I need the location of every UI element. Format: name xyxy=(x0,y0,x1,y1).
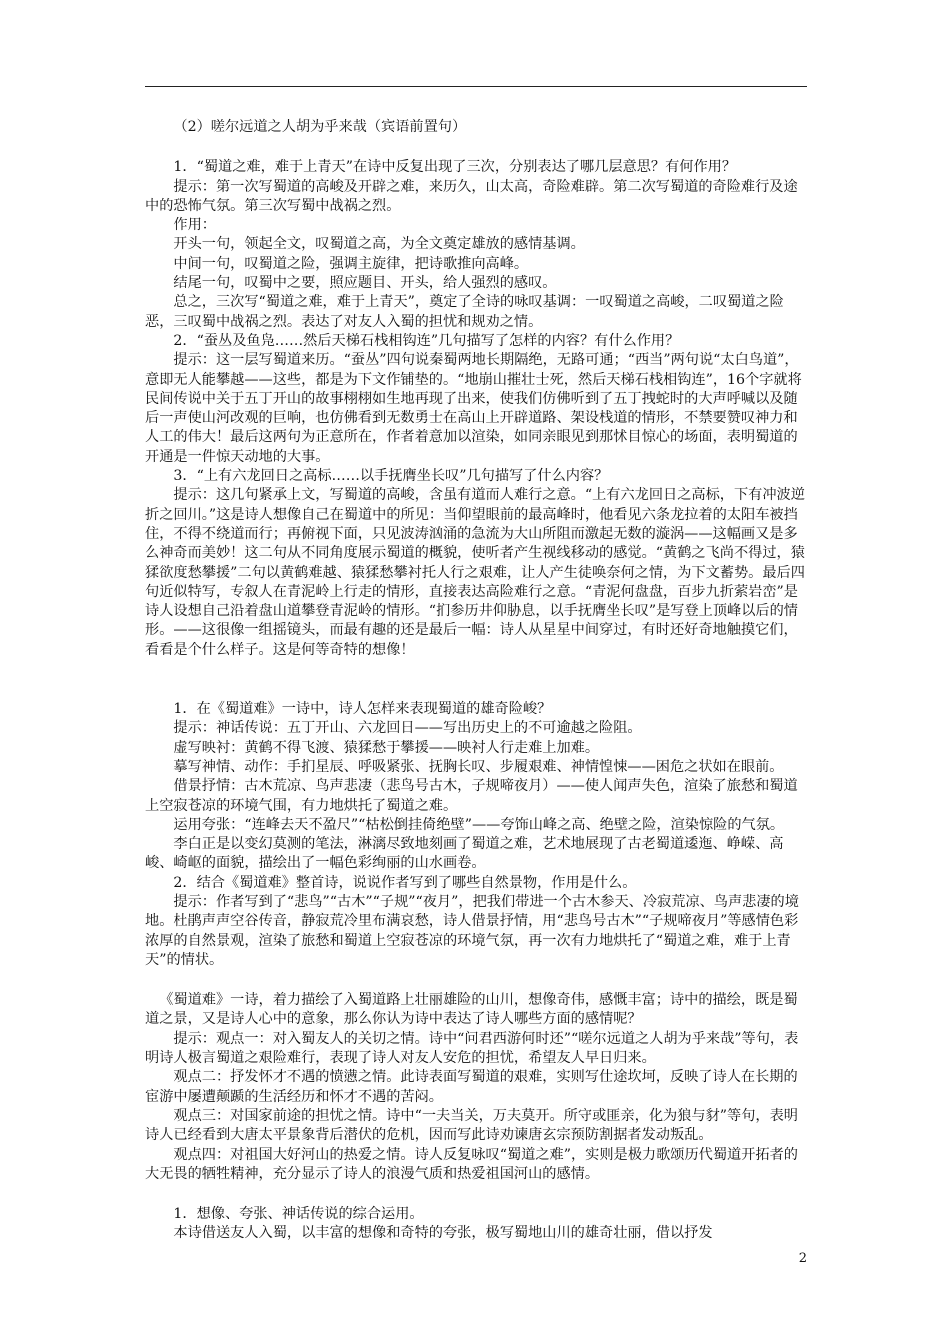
page-number: 2 xyxy=(798,1251,807,1266)
paragraph: 观点二：抒发怀才不遇的愤懑之情。此诗表面写蜀道的艰难，实则写仕途坎坷，反映了诗人在长期的宦游中屡遭颠踬的生活经历和怀才不遇的苦闷。 xyxy=(145,1069,798,1105)
document-section xyxy=(145,158,807,660)
paragraph: 提示：神话传说：五丁开山、六龙回日——写出历史上的不可逾越之险阻。 xyxy=(173,720,642,737)
paragraph: 观点四：对祖国大好河山的热爱之情。诗人反复咏叹“蜀道之难”，实则是极力歌颂历代蜀道开拓者的大无畏的牺牲精神，充分显示了诗人的浪漫气质和热爱祖国河山的感情。 xyxy=(145,1146,798,1182)
paragraph: 2．结合《蜀道难》整首诗，说说作者写到了哪些自然景物，作用是什么。 xyxy=(173,874,637,891)
paragraph: 1．想像、夸张、神话传说的综合运用。 xyxy=(173,1206,424,1223)
document-section xyxy=(145,1205,807,1244)
paragraph: 提示：作者写到了“悲鸟”“古木”“子规”“夜月”，把我们带进一个古木参天、冷寂荒凉、鸟声悲凄的境地。杜鹃声声空谷传音，静寂荒冷里布满哀愁，诗人借景抒情，用“悲鸟号古木”“子规啼夜月”等感情色彩浓厚的自然景观，渲染了旅愁和蜀道上空寂苍凉的环境气氛，再一次有力地烘托了“蜀道之难，难于上青天”的情状。 xyxy=(145,893,799,968)
paragraph: 3．“上有六龙回日之高标……以手抚膺坐长叹”几句描写了什么内容？ xyxy=(173,468,609,485)
paragraph: 借景抒情：古木荒凉、鸟声悲凄（悲鸟号古木，子规啼夜月）——使人闻声失色，渲染了旅愁和蜀道上空寂苍凉的环境气围，有力地烘托了蜀道之难。 xyxy=(145,778,798,814)
paragraph: 摹写神情、动作：手扪星辰、呼吸紧张、抚胸长叹、步履艰难、神情惶悚——困危之状如在眼前。 xyxy=(173,758,784,775)
paragraph: 提示：观点一：对入蜀友人的关切之情。诗中“问君西游何时还”“嗟尔远道之人胡为乎来哉”等句，表明诗人极言蜀道之艰险难行，表现了诗人对友人安危的担忧，希望友人早日归来。 xyxy=(145,1030,799,1067)
paragraph: 1．在《蜀道难》一诗中，诗人怎样来表现蜀道的雄奇险峻？ xyxy=(173,701,552,718)
paragraph: 提示：这一层写蜀道来历。“蚕丛”四句说秦蜀两地长期隔绝，无路可通；“西当”两句说“太白鸟道”，意即无人能攀越——这些，都是为下文作铺垫的。“地崩山摧壮士死，然后天梯石栈相钩连”，16个字就将民间传说中关于五丁开山的故事栩栩如生地再现了出来，使我们仿佛听到了五丁拽蛇时的大声呼喊以及随后一声使山河改观的巨响，也仿佛看到无数勇士在高山上开辟道路、架设栈道的情形，不禁要赞叹神力和人工的伟大！最后这两句为正意所在，作者着意加以渲染，如同亲眼见到那怵目惊心的场面，表明蜀道的开通是一件惊天动地的大事。 xyxy=(145,352,802,465)
header-rule xyxy=(145,86,807,87)
paragraph: 观点三：对国家前途的担忧之情。诗中“一夫当关，万夫莫开。所守或匪亲，化为狼与豺”等句，表明诗人已经看到大唐太平景象背后潜伏的危机，因而写此诗劝谏唐玄宗预防割据者发动叛乱。 xyxy=(145,1107,798,1144)
document-section xyxy=(145,991,807,1184)
document-section xyxy=(145,118,807,137)
paragraph: 《蜀道难》一诗，着力描绘了入蜀道路上壮丽雄险的山川，想像奇伟，感慨丰富；诗中的描绘，既是蜀道之景，又是诗人心中的意象，那么你认为诗中表达了诗人哪些方面的感情呢？ xyxy=(145,992,798,1028)
paragraph: 开头一句，领起全文，叹蜀道之高，为全文奠定雄放的感情基调。 xyxy=(173,236,585,253)
document-section xyxy=(145,700,807,970)
paragraph: 虚写映衬：黄鹤不得飞渡、猿猱愁于攀援——映衬人行走难上加难。 xyxy=(173,739,600,756)
paragraph: 李白正是以变幻莫测的笔法，淋漓尽致地刻画了蜀道之难，艺术地展现了古老蜀道逶迤、峥嵘、高峻、崎岖的面貌，描绘出了一幅色彩绚丽的山水画卷。 xyxy=(145,836,784,872)
document-body xyxy=(145,118,807,1244)
paragraph: 总之，三次写“蜀道之难，难于上青天”，奠定了全诗的咏叹基调：一叹蜀道之高峻，二叹蜀道之险恶，三叹蜀中战祸之烈。表达了对友人入蜀的担忧和规劝之情。 xyxy=(145,294,784,330)
paragraph: 本诗借送友人入蜀，以丰富的想像和奇特的夸张，极写蜀地山川的雄奇壮丽，借以抒发 xyxy=(173,1225,713,1242)
paragraph: 提示：第一次写蜀道的高峻及开辟之难，来历久，山太高，奇险难辟。第二次写蜀道的奇险难行及途中的恐怖气氛。第三次写蜀中战祸之烈。 xyxy=(145,178,798,214)
paragraph: 1．“蜀道之难，难于上青天”在诗中反复出现了三次，分别表达了哪几层意思？有何作用？ xyxy=(173,159,737,176)
paragraph: 提示：这几句紧承上文，写蜀道的高峻，含虽有道而人难行之意。“上有六龙回日之高标，下有冲波逆折之回川。”这是诗人想像自己在蜀道中的所见：当仰望眼前的最高峰时，他看见六条龙拉着的太阳车被挡住，不得不绕道而行；再俯视下面，只见波涛汹涌的急流为大山所阻而激起无数的漩涡——这幅画又是多么神奇而美妙！这二句从不同角度展示蜀道的概貌，使听者产生视线移动的感觉。“黄鹤之飞尚不得过，猿猱欲度愁攀援”二句以黄鹤难越、猿猱愁攀衬托人行之艰难，让人产生徒唤奈何之情，为下文蓄势。最后四句近似特写，专叙人在青泥岭上行走的情形，直接表达高险难行之意。“青泥何盘盘，百步九折萦岩峦”是诗人设想自己沿着盘山道攀登青泥岭的情形。“扪参历井仰胁息，以手抚膺坐长叹”是写登上顶峰以后的情形。——这很像一组摇镜头，而最有趣的还是最后一幅：诗人从星星中间穿过，有时还好奇地触摸它们，看看是个什么样子。这是何等奇特的想像！ xyxy=(145,487,805,658)
paragraph: 2．“蚕丛及鱼凫……然后天梯石栈相钩连”几句描写了怎样的内容？有什么作用？ xyxy=(173,332,680,349)
paragraph: （2）嗟尔远道之人胡为乎来哉（宾语前置句） xyxy=(173,119,467,135)
paragraph: 中间一句，叹蜀道之险，强调主旋律，把诗歌推向高峰。 xyxy=(173,255,529,272)
paragraph: 作用： xyxy=(173,217,216,234)
paragraph: 结尾一句，叹蜀中之要，照应题目、开头，给人强烈的感叹。 xyxy=(173,275,557,292)
paragraph: 运用夸张：“连峰去天不盈尺”“枯松倒挂倚绝壁”——夸饰山峰之高、绝壁之险，渲染惊险的气氛。 xyxy=(173,816,785,833)
